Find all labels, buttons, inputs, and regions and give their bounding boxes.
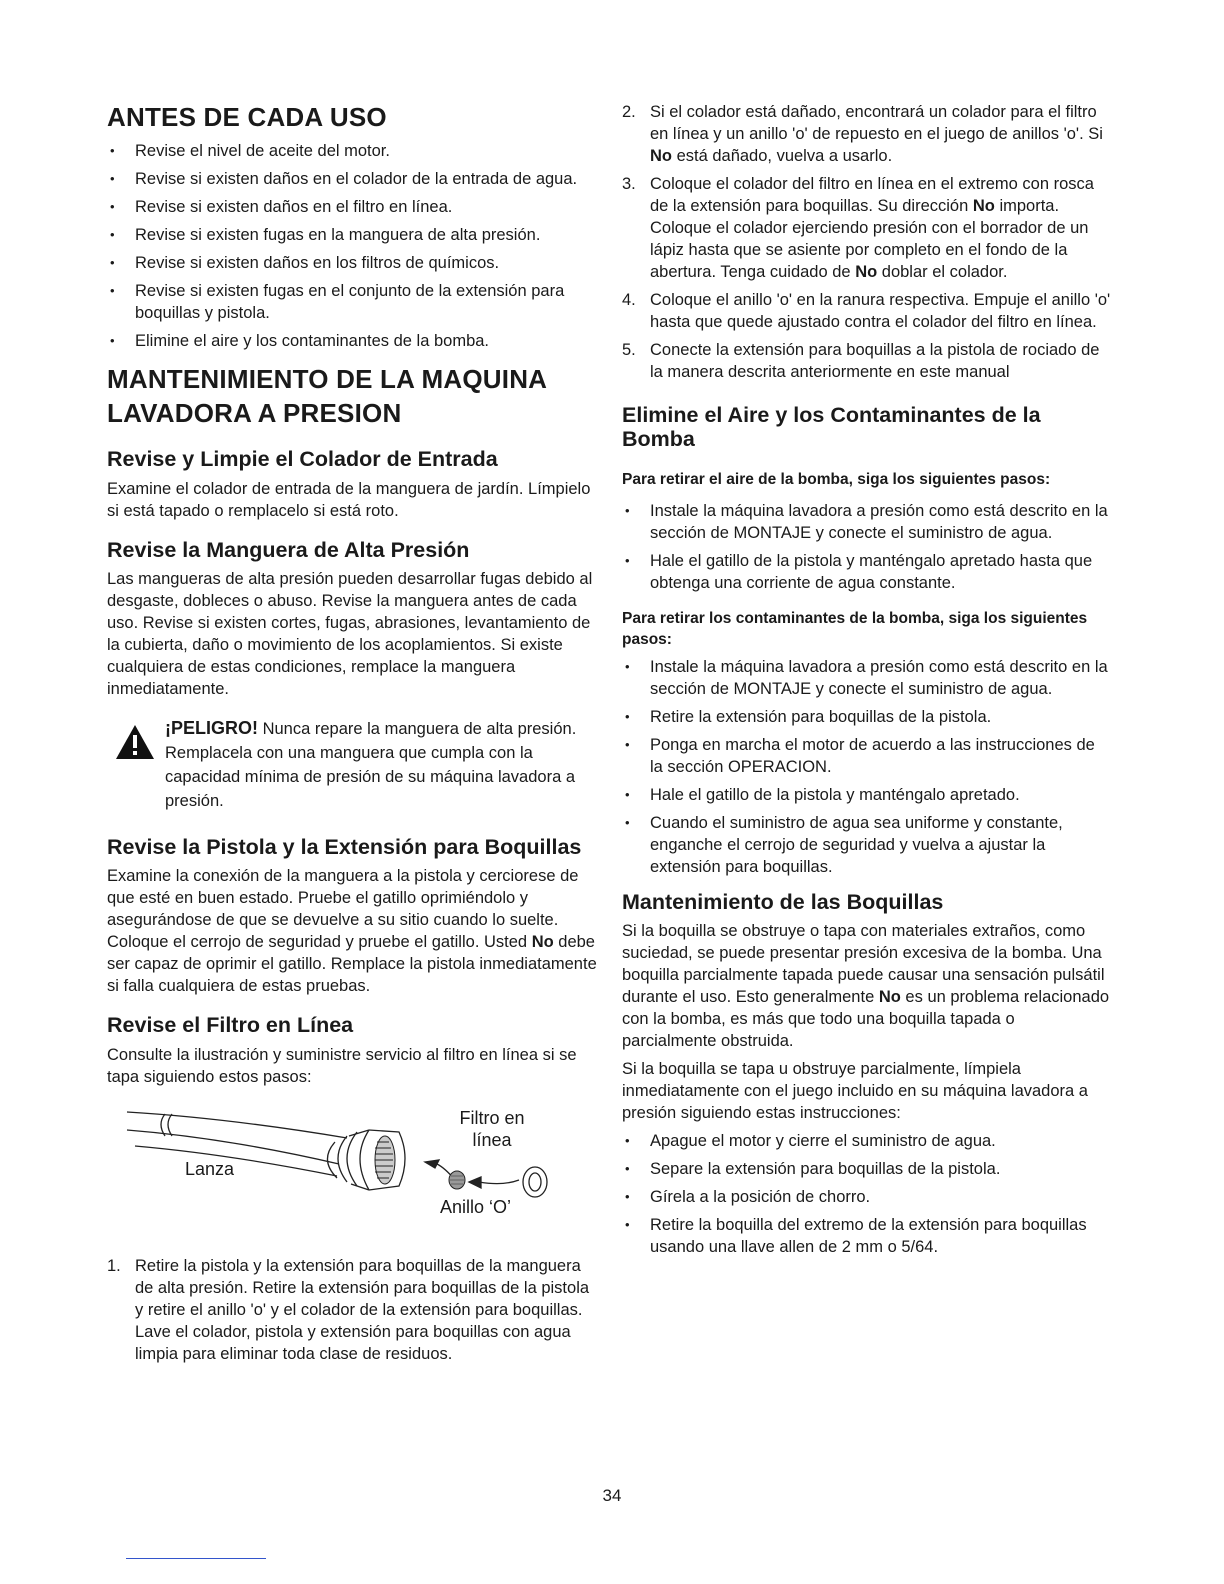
list-item: • Hale el gatillo de la pistola y manténgalo apretado. [622,784,1112,806]
list-item: • Hale el gatillo de la pistola y manténgalo apretado hasta que obtenga una corriente de agua constante. [622,550,1112,594]
boquillas-text-b: es un problema relacionado con la bomba, es más que todo una boquilla tapada o parcialmente obstruida. [622,988,1110,1050]
list-item: • Elimine el aire y los contaminantes de la bomba. [107,330,597,352]
manguera-text: Las mangueras de alta presión pueden desarrollar fugas debido al desgaste, dobleces o abuso. Revise la manguera antes de cada uso. Revise si existen cortes, fugas, abrasiones, levantamiento de la cubierta, daño o movimiento de los acoplamientos. Si existe cualquiera de estas condiciones, remplace la manguera inmediatamente. [107,570,593,698]
aire-title: Elimine el Aire y los Contaminantes de la Bomba [622,403,1041,451]
wand-drawing [127,1112,405,1190]
danger-text [165,716,597,813]
list-item: • Retire la extensión para boquillas de la pistola. [622,706,1112,728]
list-item: • Ponga en marcha el motor de acuerdo a las instrucciones de la sección OPERACION. [622,734,1112,778]
aire-subtitle-1: Para retirar el aire de la bomba, siga los siguientes pasos: [622,471,1051,488]
step-text: Si el colador está dañado, encontrará un colador para el filtro en línea y un anillo 'o' de repuesto en el juego de anillos 'o'. Si [650,103,1103,143]
aire-list-2 [622,656,1112,878]
step-text: Coloque el anillo 'o' en la ranura respectiva. Empuje el anillo 'o' hasta que quede ajustado contra el colador del filtro en línea. [650,291,1111,331]
oring-drawing [523,1167,547,1197]
threaded-end [375,1136,395,1184]
list-item: • Retire la boquilla del extremo de la extensión para boquillas usando una llave allen de 2 mm o 5/64. [622,1214,1112,1258]
aire-list-1 [622,500,1112,594]
list-item [622,173,1112,283]
boquillas-text-a: Si la boquilla se obstruye o tapa con materiales extraños, como suciedad, se puede presentar presión excesiva de la bomba. Una boquilla parcialmente tapada puede causar una sensación pulsátil durante el uso. Esto generalmente [622,922,1105,1006]
lanza-label: Lanza [185,1159,235,1179]
step-text: importa. Coloque el colador ejerciendo presión con el borrador de un lápiz hasta que se asiente por completo en el fondo de la abertura. Tenga cuidado de [650,197,1089,281]
step-number: 4. [622,291,636,309]
inline-filter-screen [449,1171,465,1189]
list-item: • Gírela a la posición de chorro. [622,1186,1112,1208]
danger-label: ¡PELIGRO! [165,718,258,738]
filtro-steps [107,1255,597,1365]
anillo-label: Anillo ‘O’ [440,1197,512,1217]
aire-subtitle-2: Para retirar los contaminantes de la bomba, siga los siguientes pasos: [622,610,1088,648]
list-item: • Revise si existen daños en el filtro en línea. [107,196,597,218]
pistola-text [107,865,597,997]
list-item: • Apague el motor y cierre el suministro de agua. [622,1130,1112,1152]
list-item [107,1255,597,1365]
antes-list [107,140,597,352]
list-item: • Revise si existen daños en el colador de la entrada de agua. [107,168,597,190]
step-bold: No [855,263,878,281]
pistola-title: Revise la Pistola y la Extensión para Boquillas [107,835,582,859]
oring-arrow [469,1177,519,1188]
page-number: 34 [602,1486,622,1505]
step-text: está dañado, vuelva a usarlo. [672,147,893,165]
pistola-text-bold: No [531,933,554,951]
pistola-text-b: debe ser capaz de oprimir el gatillo. Remplace la pistola inmediatamente si falla cualquiera de estas pruebas. [107,933,597,995]
list-item: • Revise el nivel de aceite del motor. [107,140,597,162]
filtro-label: Filtro en línea [459,1108,525,1150]
list-item: • Instale la máquina lavadora a presión como está descrito en la sección de MONTAJE y conecte el suministro de agua. [622,656,1112,700]
step-bold: No [650,147,672,165]
danger-warning [107,716,597,813]
filtro-text: Consulte la ilustración y suministre servicio al filtro en línea si se tapa siguiendo estos pasos: [107,1046,577,1086]
warning-triangle-icon [115,724,155,760]
step-number: 5. [622,341,636,359]
list-item: • Cuando el suministro de agua sea uniforme y constante, enganche el cerrojo de seguridad y vuelva a ajustar la extensión para boquillas. [622,812,1112,878]
pistola-text-a: Examine la conexión de la manguera a la pistola y cerciorese de que esté en buen estado. Pruebe el gatillo oprimiéndolo y asegurándose de que se devuelve a su sitio cuando lo suelte. Coloque el cerrojo de seguridad y pruebe el gatillo. Usted [107,867,579,951]
boquillas-title: Mantenimiento de las Boquillas [622,890,944,914]
danger-body: Nunca repare la manguera de alta presión. Remplacela con una manguera que cumpla con la capacidad mínima de presión de su máquina lavadora a presión. [165,720,577,810]
filtro-title: Revise el Filtro en Línea [107,1013,354,1037]
step-text: Retire la pistola y la extensión para boquillas de la manguera de alta presión. Retire la extensión para boquillas de la pistola y retire el anillo 'o' y el colador de la extensión para boquillas. Lave el colador, pistola y extensión para boquillas con agua limpia para eliminar toda clase de residuos. [135,1257,590,1363]
step-text: Conecte la extensión para boquillas a la pistola de rociado de la manera descrita anteriormente en este manual [650,341,1100,381]
list-item: • Separe la extensión para boquillas de la pistola. [622,1158,1112,1180]
list-item: • Instale la máquina lavadora a presión como está descrito en la sección de MONTAJE y conecte el suministro de agua. [622,500,1112,544]
filter-diagram [107,1102,597,1242]
footer-rule [126,1558,266,1559]
list-item [622,339,1112,383]
step-number: 2. [622,103,636,121]
antes-title: ANTES DE CADA USO [107,102,387,132]
mantenimiento-title: MANTENIMIENTO DE LA MAQUINA LAVADORA A PRESION [107,364,547,428]
colador-text: Examine el colador de entrada de la manguera de jardín. Límpielo si está tapado o remplacelo si está roto. [107,480,591,520]
list-item: • Revise si existen fugas en la manguera de alta presión. [107,224,597,246]
boquillas-list [622,1130,1112,1258]
list-item [622,101,1112,167]
filtro-steps-cont [622,101,1112,383]
right-column [622,0,1112,1264]
boquillas-text-1 [622,920,1112,1052]
step-bold: No [972,197,995,215]
step-number: 3. [622,175,636,193]
list-item: • Revise si existen daños en los filtros de químicos. [107,252,597,274]
list-item [622,289,1112,333]
left-column [107,0,597,1371]
boquillas-text-2: Si la boquilla se tapa u obstruye parcialmente, límpiela inmediatamente con el juego incluido en su máquina lavadora a presión siguiendo estas instrucciones: [622,1060,1088,1122]
boquillas-text-bold: No [878,988,901,1006]
manguera-title: Revise la Manguera de Alta Presión [107,538,470,562]
step-number: 1. [107,1257,121,1275]
colador-title: Revise y Limpie el Colador de Entrada [107,447,498,471]
step-text: Coloque el colador del filtro en línea en el extremo con rosca de la extensión para boquillas. Su dirección [650,175,1094,215]
step-text: doblar el colador. [877,263,1008,281]
list-item: • Revise si existen fugas en el conjunto de la extensión para boquillas y pistola. [107,280,597,324]
